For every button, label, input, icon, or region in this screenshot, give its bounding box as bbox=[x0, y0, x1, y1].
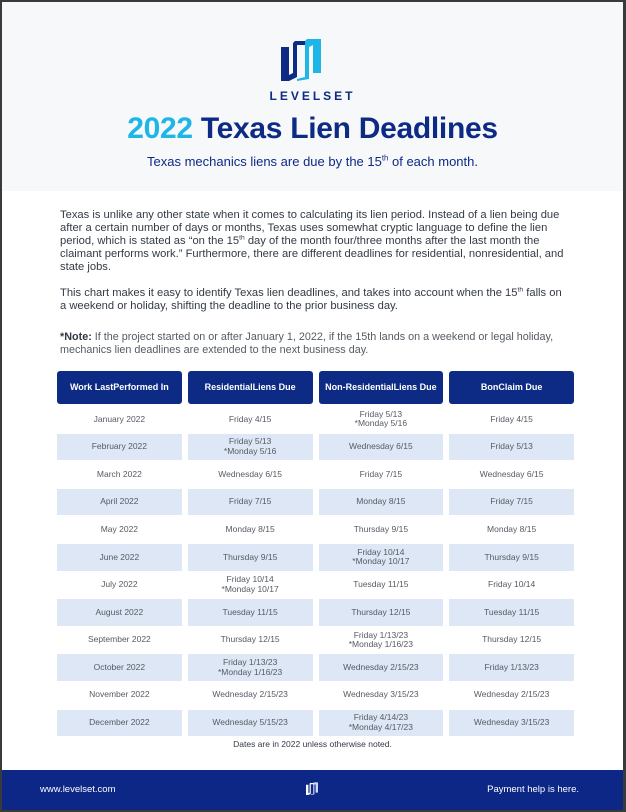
column-header-line: Work Last bbox=[69, 382, 114, 392]
title-text: Texas Lien Deadlines bbox=[200, 112, 498, 145]
table-cell bbox=[57, 627, 182, 654]
table-cell bbox=[319, 710, 444, 737]
table-cell bbox=[57, 710, 182, 737]
page-subtitle bbox=[2, 154, 623, 169]
cell-value: Thursday 12/15 bbox=[351, 606, 411, 617]
cell-value: Friday 7/15 bbox=[490, 496, 533, 507]
intro-p1-text: Texas is unlike any other state when it comes to calculating its lien period. Instead of a lien being due after a certain number of days or months, Texas uses somewhat cryptic language to define the lien period, which is stated as “on the 15 bbox=[60, 209, 560, 247]
cell-value: Wednesday 2/15/23 bbox=[212, 689, 288, 700]
cell-value: December 2022 bbox=[89, 717, 150, 728]
table-cell bbox=[188, 627, 313, 654]
table-row bbox=[57, 654, 574, 681]
table-row bbox=[57, 682, 574, 709]
table-cell bbox=[319, 406, 444, 433]
table-cell bbox=[319, 654, 444, 681]
cell-value: Friday 10/14 bbox=[488, 579, 536, 590]
cell-value: Wednesday 3/15/23 bbox=[343, 689, 419, 700]
table-cell bbox=[188, 710, 313, 737]
cell-value: Wednesday 6/15 bbox=[218, 468, 282, 479]
table-row bbox=[57, 572, 574, 599]
table-cell bbox=[449, 406, 574, 433]
cell-value: Thursday 12/15 bbox=[482, 634, 542, 645]
document-page bbox=[2, 2, 623, 810]
extended-deadline: *Monday 10/17 bbox=[221, 583, 279, 594]
cell-value: Wednesday 6/15 bbox=[349, 441, 413, 452]
cell-value: Friday 1/13/23 bbox=[222, 657, 278, 668]
subtitle-superscript: th bbox=[381, 153, 389, 163]
dates-footnote: Dates are in 2022 unless otherwise noted. bbox=[233, 739, 392, 749]
intro-p1-text-end: day of the month four/three months after the last month the claimant performs work.” Furthermore, there are different deadlines for residential, nonresidential, and state jobs. bbox=[60, 235, 564, 273]
note-label: *Note: bbox=[60, 331, 92, 343]
table-cell bbox=[57, 654, 182, 681]
cell-value: Wednesday 6/15 bbox=[479, 468, 544, 479]
cell-value: Thursday 9/15 bbox=[484, 551, 539, 562]
intro-paragraph-1 bbox=[60, 209, 568, 274]
cell-value: Thursday 9/15 bbox=[353, 523, 409, 534]
cell-value: November 2022 bbox=[89, 689, 150, 700]
title-year: 2022 bbox=[127, 112, 193, 145]
intro-paragraph-2 bbox=[60, 287, 568, 313]
table-cell bbox=[449, 710, 574, 737]
cell-value: Friday 7/15 bbox=[359, 468, 403, 479]
table-cell bbox=[188, 654, 313, 681]
table-cell bbox=[188, 489, 313, 516]
table-cell bbox=[319, 682, 444, 709]
intro-p2-text-end: falls on a weekend or holiday, shifting the deadline to the prior business day. bbox=[60, 287, 562, 312]
table-cell bbox=[57, 489, 182, 516]
table-cell bbox=[319, 434, 444, 461]
cell-value: Wednesday 3/15/23 bbox=[473, 717, 550, 728]
table-row bbox=[57, 599, 574, 626]
cell-value: October 2022 bbox=[93, 661, 146, 672]
note-text: If the project started on or after January 1, 2022, if the 15th lands on a weekend or legal holiday, mechanics lien deadlines are extended to the next business day. bbox=[60, 331, 554, 356]
cell-value: September 2022 bbox=[87, 634, 151, 645]
cell-value: Tuesday 11/15 bbox=[222, 606, 278, 617]
column-header-line: Claim Due bbox=[498, 382, 543, 392]
table-row bbox=[57, 627, 574, 654]
table-header-row bbox=[57, 371, 574, 404]
cell-value: Thursday 12/15 bbox=[220, 634, 280, 645]
table-cell bbox=[188, 461, 313, 488]
website-link[interactable]: www.levelset.com bbox=[40, 784, 116, 795]
table-cell bbox=[57, 434, 182, 461]
cell-value: Friday 5/13 bbox=[490, 441, 533, 452]
intro-p1-sup: th bbox=[239, 234, 245, 242]
levelset-logo-icon bbox=[281, 39, 321, 83]
cell-value: Wednesday 5/15/23 bbox=[212, 717, 288, 728]
column-header-line: Non-Residential bbox=[325, 382, 394, 392]
table-cell bbox=[57, 599, 182, 626]
table-cell bbox=[319, 544, 444, 571]
table-cell bbox=[449, 544, 574, 571]
cell-value: Tuesday 11/15 bbox=[483, 606, 540, 617]
table-cell bbox=[319, 516, 444, 543]
table-cell bbox=[449, 572, 574, 599]
table-cell bbox=[449, 434, 574, 461]
cell-value: June 2022 bbox=[99, 551, 140, 562]
table-cell bbox=[57, 682, 182, 709]
column-header-line: Liens Due bbox=[393, 382, 437, 392]
table-row bbox=[57, 434, 574, 461]
cell-value: July 2022 bbox=[101, 579, 138, 590]
note-paragraph bbox=[60, 331, 568, 357]
table-row bbox=[57, 489, 574, 516]
extended-deadline: *Monday 10/17 bbox=[352, 556, 410, 567]
cell-value: Friday 4/15 bbox=[490, 413, 533, 424]
column-header-line: Liens Due bbox=[252, 382, 296, 392]
cell-value: March 2022 bbox=[96, 468, 142, 479]
footer-tagline: Payment help is here. bbox=[487, 784, 579, 795]
table-cell bbox=[449, 599, 574, 626]
table-cell bbox=[188, 434, 313, 461]
cell-value: Friday 4/15 bbox=[228, 413, 272, 424]
table-cell bbox=[57, 544, 182, 571]
cell-value: Wednesday 2/15/23 bbox=[473, 689, 550, 700]
extended-deadline: *Monday 1/16/23 bbox=[217, 666, 283, 677]
cell-value: Friday 7/15 bbox=[228, 496, 272, 507]
column-header bbox=[319, 371, 444, 404]
cell-value: Friday 5/13 bbox=[359, 408, 403, 419]
table-cell bbox=[57, 516, 182, 543]
deadlines-table bbox=[57, 371, 574, 736]
table-cell bbox=[188, 544, 313, 571]
table-cell bbox=[319, 489, 444, 516]
page-title bbox=[2, 112, 623, 146]
cell-value: April 2022 bbox=[100, 496, 139, 507]
intro-p2-text: This chart makes it easy to identify Texas lien deadlines, and takes into account when the 15 bbox=[60, 287, 518, 299]
table-cell bbox=[57, 461, 182, 488]
column-header-line: Residential bbox=[204, 382, 253, 392]
extended-deadline: *Monday 4/17/23 bbox=[348, 721, 414, 732]
table-cell bbox=[449, 654, 574, 681]
page-footer bbox=[2, 770, 623, 810]
cell-value: Thursday 9/15 bbox=[222, 551, 278, 562]
extended-deadline: *Monday 1/16/23 bbox=[348, 639, 414, 650]
cell-value: May 2022 bbox=[100, 523, 139, 534]
table-row bbox=[57, 544, 574, 571]
column-header bbox=[449, 371, 574, 404]
cell-value: Friday 10/14 bbox=[226, 574, 274, 585]
table-cell bbox=[449, 627, 574, 654]
table-row bbox=[57, 461, 574, 488]
table-cell bbox=[319, 572, 444, 599]
extended-deadline: *Monday 5/16 bbox=[354, 418, 408, 429]
table-cell bbox=[188, 406, 313, 433]
cell-value: August 2022 bbox=[95, 606, 144, 617]
extended-deadline: *Monday 5/16 bbox=[223, 445, 277, 456]
table-cell bbox=[57, 572, 182, 599]
column-header-line: Performed In bbox=[113, 382, 169, 392]
levelset-footer-logo-icon bbox=[306, 781, 318, 797]
cell-value: Monday 8/15 bbox=[225, 523, 275, 534]
table-cell bbox=[188, 516, 313, 543]
intro-p2-sup: th bbox=[517, 286, 524, 294]
table-cell bbox=[188, 572, 313, 599]
table-cell bbox=[319, 599, 444, 626]
table-row bbox=[57, 406, 574, 433]
column-header bbox=[57, 371, 182, 404]
table-cell bbox=[449, 489, 574, 516]
hero-header bbox=[2, 2, 623, 191]
table-cell bbox=[449, 461, 574, 488]
cell-value: Friday 10/14 bbox=[357, 546, 405, 557]
subtitle-text: Texas mechanics liens are due by the 15 bbox=[147, 154, 382, 169]
cell-value: Friday 1/13/23 bbox=[353, 629, 409, 640]
column-header-line: Bon bbox=[480, 382, 499, 392]
subtitle-text-end: of each month. bbox=[388, 154, 478, 169]
table-cell bbox=[188, 599, 313, 626]
cell-value: Friday 4/14/23 bbox=[353, 712, 409, 723]
cell-value: January 2022 bbox=[93, 413, 146, 424]
table-row bbox=[57, 516, 574, 543]
table-row bbox=[57, 710, 574, 737]
cell-value: Tuesday 11/15 bbox=[353, 579, 409, 590]
table-cell bbox=[57, 406, 182, 433]
column-header bbox=[188, 371, 313, 404]
cell-value: Friday 5/13 bbox=[228, 436, 272, 447]
table-cell bbox=[188, 682, 313, 709]
table-cell bbox=[449, 682, 574, 709]
cell-value: February 2022 bbox=[91, 441, 148, 452]
cell-value: Friday 1/13/23 bbox=[484, 661, 539, 672]
cell-value: Wednesday 2/15/23 bbox=[343, 661, 419, 672]
brand-name: LEVELSET bbox=[269, 89, 356, 103]
table-cell bbox=[319, 461, 444, 488]
cell-value: Monday 8/15 bbox=[356, 496, 406, 507]
table-cell bbox=[449, 516, 574, 543]
cell-value: Monday 8/15 bbox=[487, 523, 537, 534]
table-cell bbox=[319, 627, 444, 654]
